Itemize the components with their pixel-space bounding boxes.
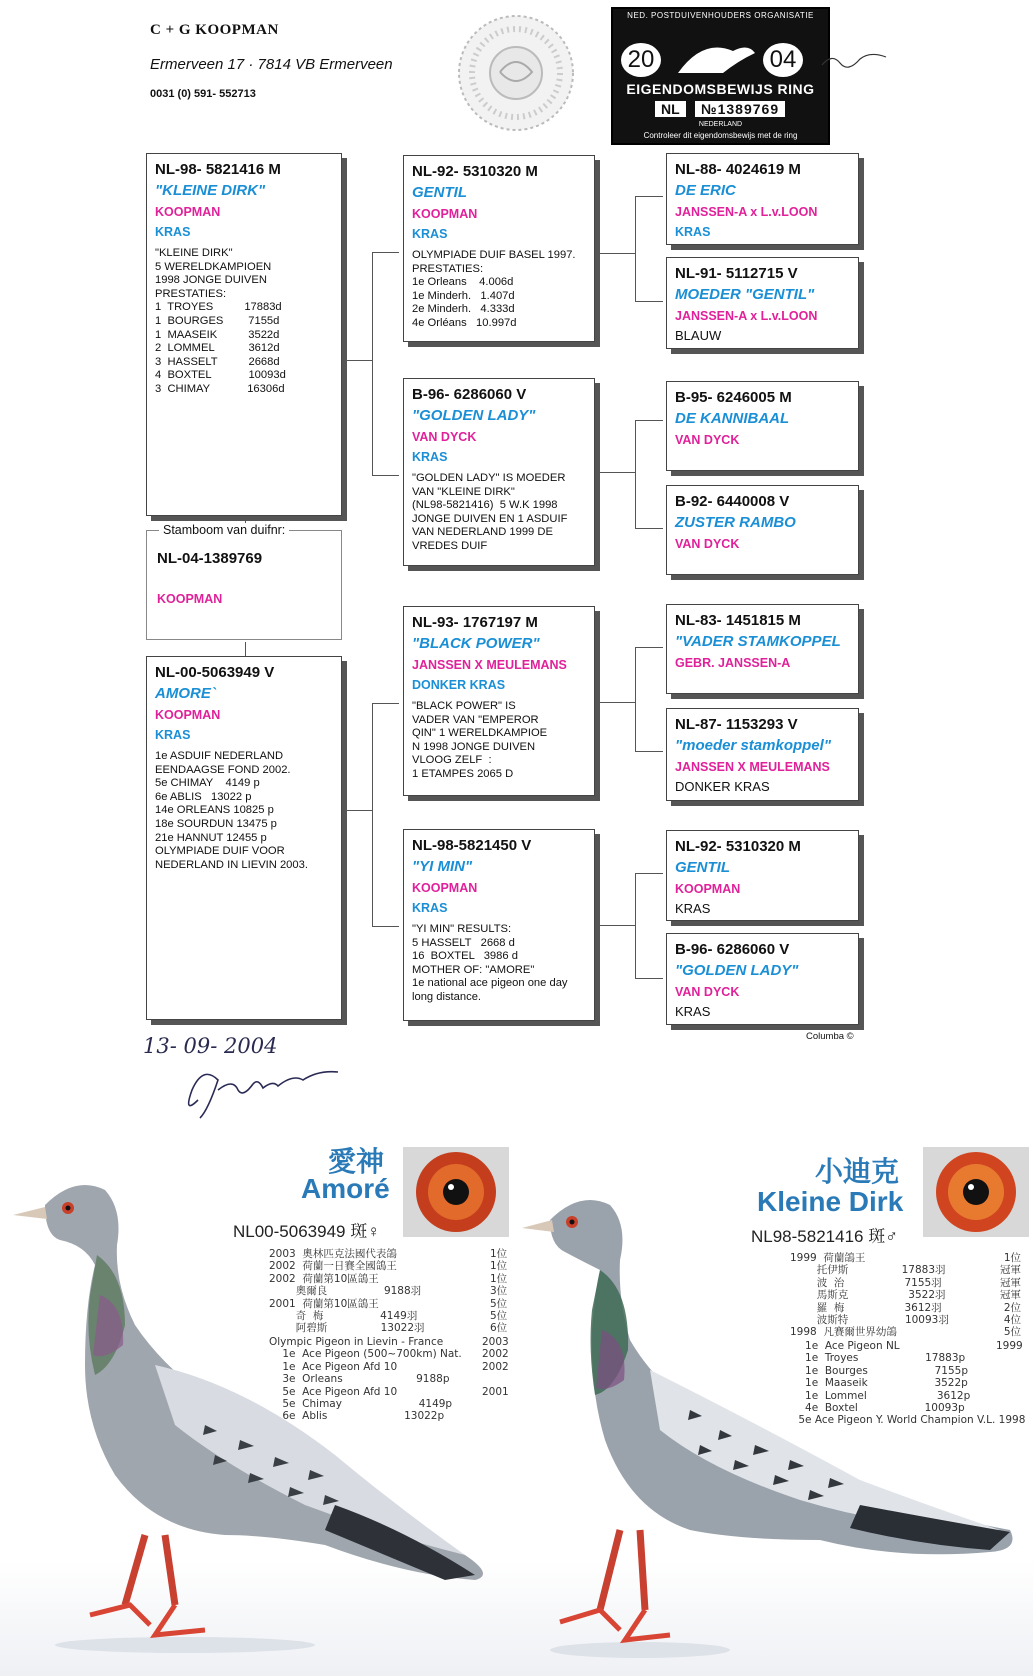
- ownership-certificate: [611, 7, 830, 145]
- kleine-dirk-results-en: 1e Ace Pigeon NL 1e Troyes 17883p 1e Bourges 7155p 1e Maaseik 3522p 1e Lommel 3612p 4e Boxtel 10093p 5e Ace Pigeon Y. World Champion V.L. 1998: [798, 1340, 1026, 1427]
- breeder-name: C + G KOOPMAN: [150, 22, 279, 38]
- dam-sire-color: DONKER KRAS: [412, 678, 506, 692]
- pigeon-emblem-icon: [673, 33, 759, 83]
- dam-color: KRAS: [155, 728, 191, 742]
- certificate-year-left: 20: [621, 43, 661, 77]
- dam-sire-ring: NL-93- 1767197 M: [412, 614, 538, 631]
- sire-dam-breeder: VAN DYCK: [412, 430, 477, 444]
- gg-dsd-breeder: JANSSEN X MEULEMANS: [675, 760, 830, 774]
- gg-ddd-breeder: VAN DYCK: [675, 985, 740, 999]
- amore-results-en: Olympic Pigeon in Lievin - France 1e Ace Pigeon (500~700km) Nat. 1e Ace Pigeon Afd 10 3e Orleans 9188p 5e Ace Pigeon Afd 10 5e Chimay 4149p 6e Ablis 13022p: [269, 1336, 462, 1423]
- dam-dam-breeder: KOOPMAN: [412, 881, 478, 895]
- certificate-country: NL: [655, 101, 686, 117]
- certificate-footer: Controleer dit eigendomsbewijs met de ring: [643, 131, 798, 140]
- dam-breeder: KOOPMAN: [155, 708, 221, 722]
- gg-ssd-ring: NL-91- 5112715 V: [675, 265, 798, 282]
- amore-results-cn: 2003 奧林匹克法國代表鴿 2002 荷蘭一日賽全國鴿王 2002 荷蘭第10區鴿王 奧爾良 9188羽 2001 荷蘭第10區鴿王 奇 梅 4149羽 阿碧斯 13022羽: [269, 1248, 425, 1335]
- gg-ssd-breeder: JANSSEN-A x L.v.LOON: [675, 309, 818, 323]
- kleine-dirk-places-cn: 1位 冠軍 冠軍 冠軍 2位 4位 5位: [1000, 1252, 1021, 1339]
- kleine-dirk-title-en: Kleine Dirk: [757, 1186, 904, 1217]
- gg-sds-card: [666, 381, 859, 471]
- sire-sire-ring: NL-92- 5310320 M: [412, 163, 538, 180]
- gg-dds-breeder: KOOPMAN: [675, 882, 741, 896]
- gg-sdd-card: [666, 485, 859, 575]
- gg-sss-color: KRAS: [675, 225, 711, 239]
- gg-dsd-color: DONKER KRAS: [675, 779, 770, 794]
- embossed-seal: [455, 12, 577, 134]
- amore-title-en: Amoré: [301, 1173, 390, 1204]
- dam-dam-ring: NL-98-5821450 V: [412, 837, 532, 854]
- dam-card: [146, 656, 342, 1020]
- sire-dam-card: [403, 378, 595, 566]
- gg-sds-ring: B-95- 6246005 M: [675, 389, 792, 406]
- gg-sss-ring: NL-88- 4024619 M: [675, 161, 801, 178]
- subject-ring: NL-04-1389769: [157, 550, 263, 567]
- kleine-dirk-eye-image: [923, 1147, 1029, 1237]
- sire-sire-name: GENTIL: [412, 184, 467, 201]
- sire-card: [146, 153, 342, 516]
- sire-breeder: KOOPMAN: [155, 205, 221, 219]
- sire-notes: "KLEINE DIRK" 5 WERELDKAMPIOEN 1998 JONGE DUIVEN PRESTATIES: 1 TROYES 17883d 1 BOURGES 7155d 1 MAASEIK 3522d 2 LOMMEL 3612d 3 HASSELT 2668d 4 BOXTEL 10093d 3 CHIMAY 16306d: [155, 247, 286, 395]
- sire-sire-notes: OLYMPIADE DUIF BASEL 1997. PRESTATIES: 1e Orleans 4.006d 1e Minderh. 1.407d 2e Minderh. 4.333d 4e Orléans 10.997d: [412, 249, 576, 329]
- breeder-address: Ermerveen 17 · 7814 VB Ermerveen: [150, 56, 393, 73]
- gg-sss-card: [666, 153, 859, 245]
- dam-dam-notes: "YI MIN" RESULTS: 5 HASSELT 2668 d 16 BOXTEL 3986 d MOTHER OF: "AMORE" 1e national ace pigeon one day long distance.: [412, 923, 568, 1003]
- subject-card: [146, 523, 342, 640]
- gg-dsd-card: [666, 708, 859, 801]
- gg-ddd-color: KRAS: [675, 1004, 711, 1019]
- sire-color: KRAS: [155, 225, 191, 239]
- sire-sire-card: [403, 155, 595, 342]
- gg-dss-name: "VADER STAMKOPPEL: [675, 633, 841, 650]
- dam-sire-notes: "BLACK POWER" IS VADER VAN "EMPEROR QIN" 1 WERELDKAMPIOE N 1998 JONGE DUIVEN VLOOG ZELF : 1 ETAMPES 2065 D: [412, 700, 548, 780]
- sire-ring: NL-98- 5821416 M: [155, 161, 281, 178]
- certificate-sub: NEDERLAND: [698, 121, 743, 128]
- amore-years-en: 2003 2002 2002 2001: [482, 1336, 509, 1398]
- amore-eye-image: [403, 1147, 509, 1237]
- gg-dss-card: [666, 604, 859, 694]
- dam-dam-name: "YI MIN": [412, 858, 473, 875]
- dam-dam-card: [403, 829, 595, 1021]
- sire-dam-color: KRAS: [412, 450, 448, 464]
- gg-ddd-card: [666, 933, 859, 1025]
- amore-title-cn: 愛神: [328, 1146, 385, 1177]
- sire-dam-name: "GOLDEN LADY": [412, 407, 536, 424]
- handwritten-signature: [178, 1060, 348, 1122]
- gg-sds-name: DE KANNIBAAL: [675, 410, 790, 427]
- sire-dam-notes: "GOLDEN LADY" IS MOEDER VAN "KLEINE DIRK" (NL98-5821416) 5 W.K 1998 JONGE DUIVEN EN 1 ASDUIF VAN NEDERLAND 1999 DE VREDES DUIF: [412, 472, 568, 552]
- signature-scribble-icon: [820, 45, 890, 75]
- gg-sds-breeder: VAN DYCK: [675, 433, 740, 447]
- gg-dds-card: [666, 830, 859, 921]
- dam-sire-card: [403, 606, 595, 796]
- gg-ssd-color: BLAUW: [675, 328, 722, 343]
- gg-ssd-name: MOEDER "GENTIL": [675, 286, 815, 303]
- gg-dds-name: GENTIL: [675, 859, 730, 876]
- gg-sdd-ring: B-92- 6440008 V: [675, 493, 790, 510]
- amore-places-cn: 1位 1位 1位 3位 5位 5位 6位: [490, 1248, 508, 1335]
- gg-sdd-name: ZUSTER RAMBO: [675, 514, 796, 531]
- amore-ring: NL00-5063949 斑♀: [233, 1222, 380, 1241]
- certificate-number: №1389769: [695, 101, 785, 117]
- certificate-year-right: 04: [763, 43, 803, 77]
- breeder-phone: 0031 (0) 591- 552713: [150, 88, 256, 100]
- gg-dsd-ring: NL-87- 1153293 V: [675, 716, 798, 733]
- certificate-org: NED. POSTDUIVENHOUDERS ORGANISATIE: [627, 11, 814, 20]
- dam-name: AMORE`: [155, 685, 216, 702]
- sire-dam-ring: B-96- 6286060 V: [412, 386, 527, 403]
- gg-sss-breeder: JANSSEN-A x L.v.LOON: [675, 205, 818, 219]
- kleine-dirk-year-en: 1999: [996, 1340, 1023, 1352]
- copyright: Columba ©: [806, 1031, 854, 1042]
- gg-ddd-ring: B-96- 6286060 V: [675, 941, 790, 958]
- kleine-dirk-ring: NL98-5821416 斑♂: [751, 1227, 898, 1246]
- subject-label: Stamboom van duifnr:: [159, 523, 289, 537]
- sire-name: "KLEINE DIRK": [155, 182, 266, 199]
- sire-sire-breeder: KOOPMAN: [412, 207, 478, 221]
- dam-ring: NL-00-5063949 V: [155, 664, 275, 681]
- dam-notes: 1e ASDUIF NEDERLAND EENDAAGSE FOND 2002. 5e CHIMAY 4149 p 6e ABLIS 13022 p 14e ORLEANS 10825 p 18e SOURDUN 13475 p 21e HANNUT 12455 p OLYMPIADE DUIF VOOR NEDERLAND IN LIEVIN 2003.: [155, 750, 308, 871]
- gg-sss-name: DE ERIC: [675, 182, 736, 199]
- signature-date: 13- 09- 2004: [143, 1034, 278, 1058]
- subject-breeder: KOOPMAN: [157, 592, 223, 606]
- gg-dss-ring: NL-83- 1451815 M: [675, 612, 801, 629]
- dam-dam-color: KRAS: [412, 901, 448, 915]
- gg-sdd-breeder: VAN DYCK: [675, 537, 740, 551]
- certificate-title: EIGENDOMSBEWIJS RING: [626, 81, 815, 97]
- gg-dds-color: KRAS: [675, 901, 711, 916]
- kleine-dirk-results-cn: 1999 荷蘭鴿王 托伊斯 17883羽 波 治 7155羽 馬斯克 3522羽 羅 梅 3612羽 波斯特 10093羽 1998 凡賽爾世界幼鴿: [790, 1252, 949, 1339]
- gg-dds-ring: NL-92- 5310320 M: [675, 838, 801, 855]
- dam-sire-name: "BLACK POWER": [412, 635, 540, 652]
- kleine-dirk-title-cn: 小迪克: [815, 1156, 900, 1187]
- gg-ddd-name: "GOLDEN LADY": [675, 962, 799, 979]
- sire-sire-color: KRAS: [412, 227, 448, 241]
- gg-dsd-name: "moeder stamkoppel": [675, 737, 831, 754]
- gg-ssd-card: [666, 257, 859, 349]
- dam-sire-breeder: JANSSEN X MEULEMANS: [412, 658, 567, 672]
- gg-dss-breeder: GEBR. JANSSEN-A: [675, 656, 791, 670]
